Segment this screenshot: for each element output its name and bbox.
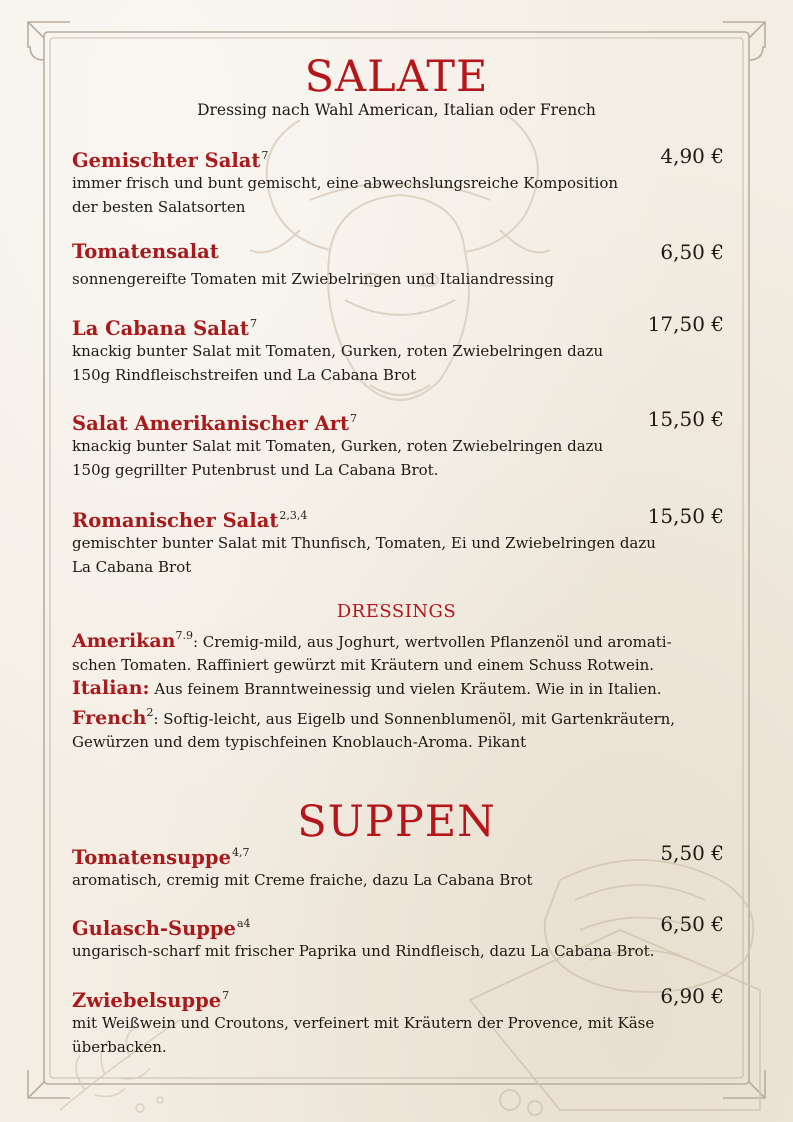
item-description: immer frisch und bunt gemischt, eine abwechslungsreiche Komposition der besten Salatsorten [72, 174, 619, 216]
item-price: 17,50 € [647, 312, 724, 336]
item-name: Tomatensalat [72, 240, 219, 263]
allergen-note: 2,3,4 [279, 509, 308, 522]
item-price: 4,90 € [660, 144, 724, 168]
salate-heading: SALATE [304, 52, 489, 102]
menu-item [72, 311, 724, 387]
item-name: La Cabana Salat$^7$ [72, 317, 257, 340]
dressing-entry [72, 677, 712, 701]
item-description: sonnengereifte Tomaten mit Zwiebelringen und Italiandressing [72, 270, 554, 288]
item-price: 5,50 € [660, 841, 724, 865]
dressing-name: Amerikan$^{7.9}$ [72, 629, 193, 652]
menu-item [72, 911, 724, 963]
item-description: knackig bunter Salat mit Tomaten, Gurken, roten Zwiebelringen dazu 150g Rindfleischstreifen und La Cabana Brot [72, 342, 604, 384]
suppen-heading: SUPPEN [297, 797, 496, 847]
dressing-name: Italian: [72, 677, 150, 699]
item-description: aromatisch, cremig mit Creme fraiche, dazu La Cabana Brot [72, 871, 533, 889]
allergen-note: 4,7 [231, 846, 250, 859]
item-name: Salat Amerikanischer Art$^7$ [72, 412, 358, 435]
item-price: 6,50 € [660, 912, 724, 936]
allergen-note: 7 [350, 412, 358, 425]
allergen-note: 7 [249, 317, 257, 330]
menu-item [72, 983, 724, 1059]
menu-item [72, 840, 724, 892]
allergen-note: a4 [236, 917, 251, 930]
item-price: 15,50 € [647, 504, 724, 528]
item-name: Tomatensuppe$^{4,7}$ [72, 846, 250, 869]
dressing-entry [72, 701, 712, 754]
dressing-entry [72, 624, 712, 677]
menu-item [72, 406, 724, 482]
item-price: 15,50 € [647, 407, 724, 431]
dressing-description: : Softig-leicht, aus Eigelb und Sonnenblumenöl, mit Gartenkräutern, Gewürzen und dem typischfeinen Knoblauch-Aroma. Pikant [72, 710, 676, 751]
allergen-note: 7.9 [175, 629, 193, 642]
menu-item [72, 239, 724, 291]
dressing-description: Aus feinem Branntweinessig und vielen Kräutem. Wie in in Italien. [149, 680, 662, 698]
menu-item [72, 143, 724, 219]
item-description: gemischter bunter Salat mit Thunfisch, Tomaten, Ei und Zwiebelringen dazu La Cabana Brot [72, 534, 656, 576]
allergen-note: 7 [261, 149, 269, 162]
item-price: 6,90 € [660, 984, 724, 1008]
item-name: Romanischer Salat$^{2,3,4}$ [72, 509, 308, 532]
item-name: Gemischter Salat$^7$ [72, 149, 269, 172]
menu-item [72, 503, 724, 579]
dressings-list [72, 624, 712, 754]
allergen-note: 7 [222, 989, 230, 1002]
allergen-note: 2 [146, 706, 154, 719]
item-price: 6,50 € [660, 240, 724, 264]
item-description: knackig bunter Salat mit Tomaten, Gurken, roten Zwiebelringen dazu 150g gegrillter Putenbrust und La Cabana Brot. [72, 437, 604, 479]
dressing-description: : Cremig-mild, aus Joghurt, wertvollen Pflanzenöl und aromati- schen Tomaten. Raffiniert gewürzt mit Kräutern und einem Schuss Rotwein. [72, 633, 672, 674]
item-description: mit Weißwein und Croutons, verfeinert mit Kräutern der Provence, mit Käse überbacken. [72, 1014, 655, 1056]
item-description: ungarisch-scharf mit frischer Paprika und Rindfleisch, dazu La Cabana Brot. [72, 942, 655, 960]
salate-subtitle: Dressing nach Wahl American, Italian oder French [197, 101, 596, 119]
item-name: Gulasch-Suppe$^{a4}$ [72, 917, 251, 940]
dressings-heading: DRESSINGS [336, 601, 457, 622]
item-name: Zwiebelsuppe$^7$ [72, 989, 230, 1012]
dressing-name: French$^2$ [72, 706, 154, 729]
